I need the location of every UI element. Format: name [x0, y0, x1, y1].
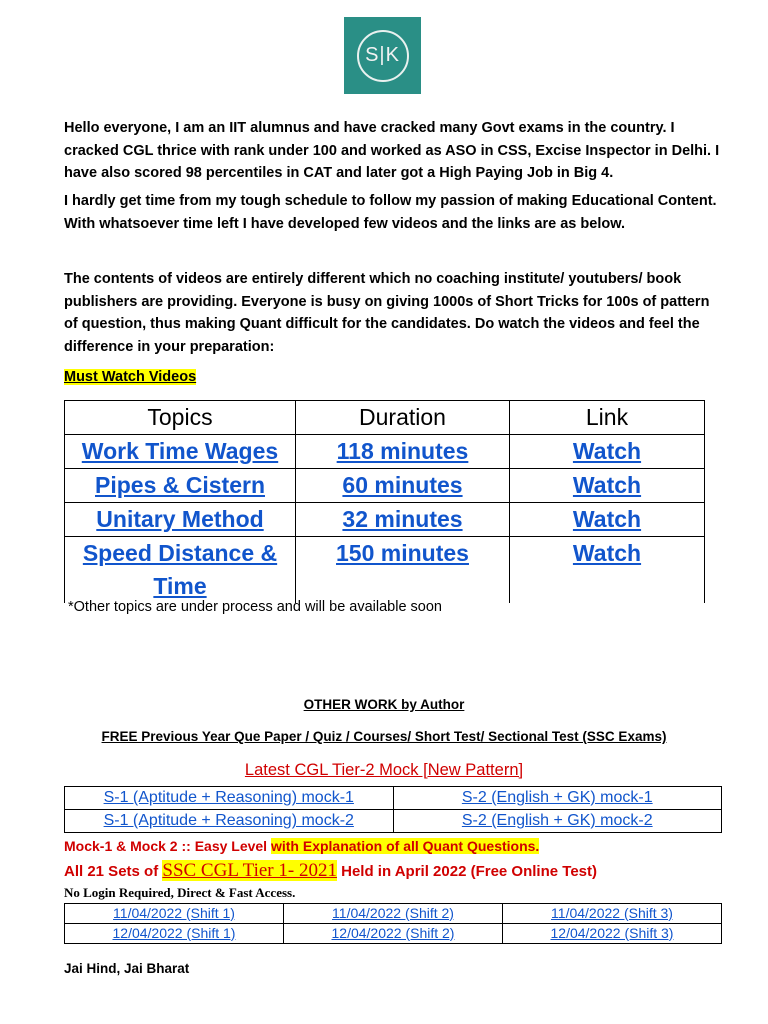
watch-link[interactable]: Watch	[510, 469, 705, 503]
mock-note-prefix: Mock-1 & Mock 2 :: Easy Level	[64, 838, 271, 854]
logo-text: S|K	[365, 44, 400, 66]
shift-link[interactable]: 12/04/2022 (Shift 3)	[503, 924, 722, 944]
other-work-heading: OTHER WORK by Author	[303, 697, 465, 712]
watch-link[interactable]: Watch	[510, 435, 705, 469]
mock-link[interactable]: S-2 (English + GK) mock-1	[393, 787, 722, 810]
duration-link[interactable]: 32 minutes	[296, 503, 510, 537]
table-row	[65, 435, 705, 469]
topic-link[interactable]: Work Time Wages	[65, 435, 296, 469]
topics-header-row	[65, 401, 705, 435]
sets-suffix: Held in April 2022 (Free Online Test)	[336, 863, 597, 880]
shift-link[interactable]: 12/04/2022 (Shift 2)	[284, 924, 503, 944]
mock-link[interactable]: S-1 (Aptitude + Reasoning) mock-1	[65, 787, 394, 810]
mock-level-note	[64, 836, 539, 856]
table-row	[65, 503, 705, 537]
shift-link[interactable]: 11/04/2022 (Shift 1)	[65, 904, 284, 924]
watch-link[interactable]: Watch	[510, 537, 705, 604]
logo-ring	[357, 30, 409, 82]
mock-link[interactable]: S-1 (Aptitude + Reasoning) mock-2	[65, 810, 394, 833]
must-watch-heading	[64, 366, 196, 388]
header-link: Link	[510, 401, 705, 435]
latest-mock-heading: Latest CGL Tier-2 Mock [New Pattern]	[244, 761, 524, 779]
header-duration: Duration	[296, 401, 510, 435]
duration-link[interactable]: 118 minutes	[296, 435, 510, 469]
logo	[344, 17, 421, 94]
intro-paragraph-3: The contents of videos are entirely different which no coaching institute/ youtubers/ book publishers are providing. Everyone is busy on giving 1000s of Short Tricks for 100s of pattern of question, thus making Quant difficult for the candidates. Do watch the videos and feel the difference in your preparation:	[64, 271, 710, 355]
topics-table	[64, 400, 705, 603]
shifts-table	[64, 903, 722, 944]
table-row	[65, 537, 705, 604]
sets-prefix: All 21 Sets of	[64, 863, 163, 880]
shift-link[interactable]: 12/04/2022 (Shift 1)	[65, 924, 284, 944]
no-login-note: No Login Required, Direct & Fast Access.	[64, 885, 296, 900]
mock-note-highlight: with Explanation of all Quant Questions.	[270, 838, 540, 854]
watch-link[interactable]: Watch	[510, 503, 705, 537]
free-resources-line: FREE Previous Year Que Paper / Quiz / Courses/ Short Test/ Sectional Test (SSC Exams)	[101, 729, 667, 744]
must-watch-label: Must Watch Videos	[64, 369, 197, 385]
topic-link[interactable]: Pipes & Cistern	[65, 469, 296, 503]
mock-table	[64, 786, 722, 833]
sets-exam-name[interactable]: SSC CGL Tier 1- 2021	[162, 860, 337, 881]
table-row	[65, 810, 722, 833]
sets-line	[64, 858, 597, 885]
shift-link[interactable]: 11/04/2022 (Shift 2)	[284, 904, 503, 924]
duration-link[interactable]: 60 minutes	[296, 469, 510, 503]
table-row	[65, 924, 722, 944]
table-row	[65, 787, 722, 810]
duration-link[interactable]: 150 minutes	[296, 537, 510, 604]
topic-link[interactable]: Unitary Method	[65, 503, 296, 537]
header-topics: Topics	[65, 401, 296, 435]
table-row	[65, 469, 705, 503]
table-row	[65, 904, 722, 924]
shift-link[interactable]: 11/04/2022 (Shift 3)	[503, 904, 722, 924]
mock-link[interactable]: S-2 (English + GK) mock-2	[393, 810, 722, 833]
intro-paragraph-1: Hello everyone, I am an IIT alumnus and have cracked many Govt exams in the country. I cracked CGL thrice with rank under 100 and worked as ASO in CSS, Excise Inspector in Delhi. I have also scored 98 percentiles in CAT and later got a High Paying Job in Big 4.	[64, 120, 720, 181]
intro-paragraph-2: I hardly get time from my tough schedule to follow my passion of making Educational Content. With whatsoever time left I have developed few videos and the links are as below.	[64, 193, 717, 232]
signoff: Jai Hind, Jai Bharat	[64, 961, 190, 976]
topics-note: *Other topics are under process and will be available soon	[68, 599, 442, 615]
topic-link[interactable]: Speed Distance & Time	[65, 537, 296, 604]
